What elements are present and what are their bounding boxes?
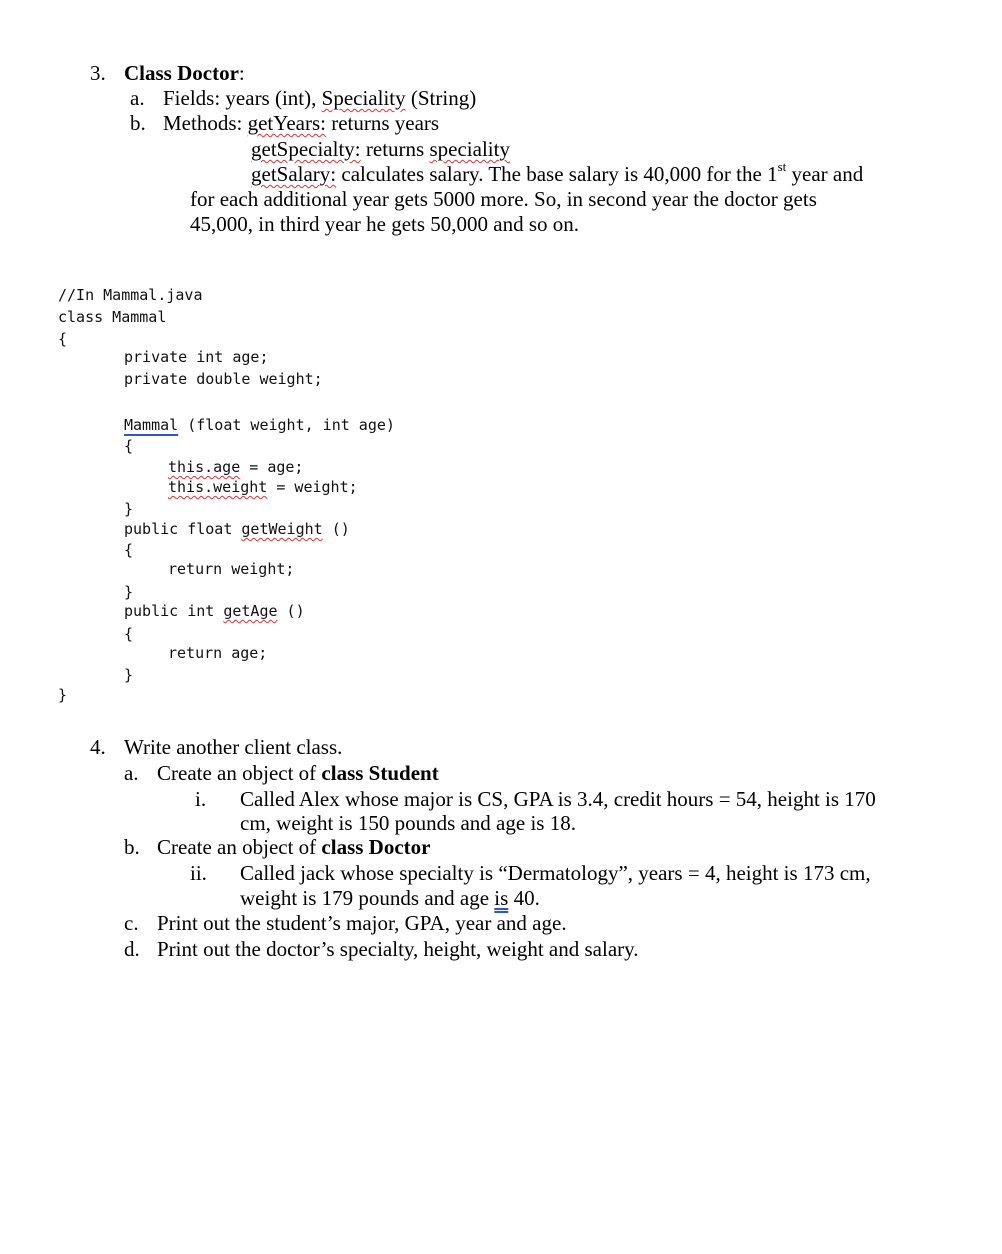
code-getage-close: } — [124, 666, 134, 684]
getweight-name: getWeight — [241, 520, 323, 538]
q4-d-marker: d. — [124, 937, 140, 961]
q4-ii-line2-suffix: 40. — [508, 886, 540, 910]
q4-number: 4. — [90, 735, 106, 759]
q4-ii-is: is — [494, 886, 509, 910]
code-field-weight: private double weight; — [124, 370, 323, 388]
q3-a-marker: a. — [130, 86, 145, 110]
getage-parens: () — [277, 602, 305, 620]
code-getage-open: { — [124, 625, 134, 643]
q4-a-class-student: class Student — [321, 761, 439, 785]
constructor-params: (float weight, int age) — [178, 416, 395, 434]
method-getsalary: getSalary: — [251, 162, 337, 186]
method-getsalary-desc-1: calculates salary. The base salary is 40,000 for the 1 — [336, 162, 778, 186]
q4-ii-line1: Called jack whose specialty is “Dermatology”, years = 4, height is 173 cm, — [240, 861, 871, 885]
method-getspecialty: getSpecialty: — [251, 137, 361, 161]
q4-a-marker: a. — [124, 761, 139, 785]
constructor-name: Mammal — [124, 416, 179, 434]
code-getweight-body: return weight; — [168, 560, 295, 578]
q3-heading — [124, 61, 245, 86]
code-comment: //In Mammal.java — [58, 286, 203, 304]
q4-i-line2: cm, weight is 150 pounds and age is 18. — [240, 811, 576, 835]
q3-a-fields — [163, 86, 476, 111]
q3-a-suffix: (String) — [405, 86, 477, 110]
speciality-word: speciality — [429, 137, 510, 161]
this-weight: this.weight — [168, 478, 268, 496]
code-getweight-decl — [124, 520, 350, 538]
q4-c-marker: c. — [124, 911, 139, 935]
q3-getspecialty-line — [251, 137, 510, 162]
q4-c-text: Print out the student’s major, GPA, year and age. — [157, 911, 567, 935]
code-ctor-open: { — [124, 437, 134, 455]
code-getweight-close: } — [124, 583, 134, 601]
code-constructor — [124, 416, 395, 434]
q3-continuation-1: for each additional year gets 5000 more. So, in second year the doctor gets — [190, 187, 817, 211]
q4-ii-line2-prefix: weight is 179 pounds and age — [240, 886, 495, 910]
q4-title: Write another client class. — [124, 735, 343, 759]
code-close-brace: } — [58, 686, 68, 704]
q4-a-text — [157, 761, 439, 786]
q4-ii-marker: ii. — [190, 861, 207, 885]
q4-i-line1: Called Alex whose major is CS, GPA is 3.4, credit hours = 54, height is 170 — [240, 787, 876, 811]
method-getyears-desc: returns years — [325, 111, 440, 135]
q4-b-text — [157, 835, 430, 860]
q3-title: Class Doctor — [124, 61, 239, 85]
code-getage-decl — [124, 602, 305, 620]
q3-a-speciality: Speciality — [321, 86, 406, 110]
q3-number: 3. — [90, 61, 106, 85]
getweight-parens: () — [322, 520, 350, 538]
code-assign-weight — [168, 478, 358, 496]
q3-continuation-2: 45,000, in third year he gets 50,000 and so on. — [190, 212, 580, 236]
code-getweight-open: { — [124, 541, 134, 559]
q4-b-class-doctor: class Doctor — [321, 835, 431, 859]
q4-b-prefix: Create an object of — [157, 835, 322, 859]
code-getage-body: return age; — [168, 644, 268, 662]
assign-age-rhs: = age; — [240, 458, 304, 476]
q4-b-marker: b. — [124, 835, 140, 859]
method-getyears: getYears: — [247, 111, 326, 135]
code-ctor-close: } — [124, 500, 134, 518]
q3-getsalary-line — [251, 159, 864, 187]
assign-weight-rhs: = weight; — [267, 478, 358, 496]
method-getspecialty-desc: returns — [360, 137, 430, 161]
q3-a-prefix: Fields: years (int), — [163, 86, 322, 110]
q3-b-methods — [163, 111, 439, 136]
code-open-brace: { — [58, 330, 68, 348]
method-getsalary-desc-2: year and — [786, 162, 864, 186]
q3-b-prefix: Methods: — [163, 111, 248, 135]
code-field-age: private int age; — [124, 348, 269, 366]
code-class-decl: class Mammal — [58, 308, 167, 326]
q4-a-prefix: Create an object of — [157, 761, 322, 785]
q3-b-marker: b. — [130, 111, 146, 135]
this-age: this.age — [168, 458, 241, 476]
q4-ii-line2 — [240, 886, 540, 911]
getage-prefix: public int — [124, 602, 224, 620]
code-assign-age — [168, 458, 303, 476]
q4-i-marker: i. — [195, 787, 207, 811]
q4-d-text: Print out the doctor’s specialty, height, weight and salary. — [157, 937, 639, 961]
ordinal-suffix: st — [777, 159, 787, 174]
getage-name: getAge — [223, 602, 278, 620]
getweight-prefix: public float — [124, 520, 242, 538]
q3-colon: : — [238, 61, 245, 85]
